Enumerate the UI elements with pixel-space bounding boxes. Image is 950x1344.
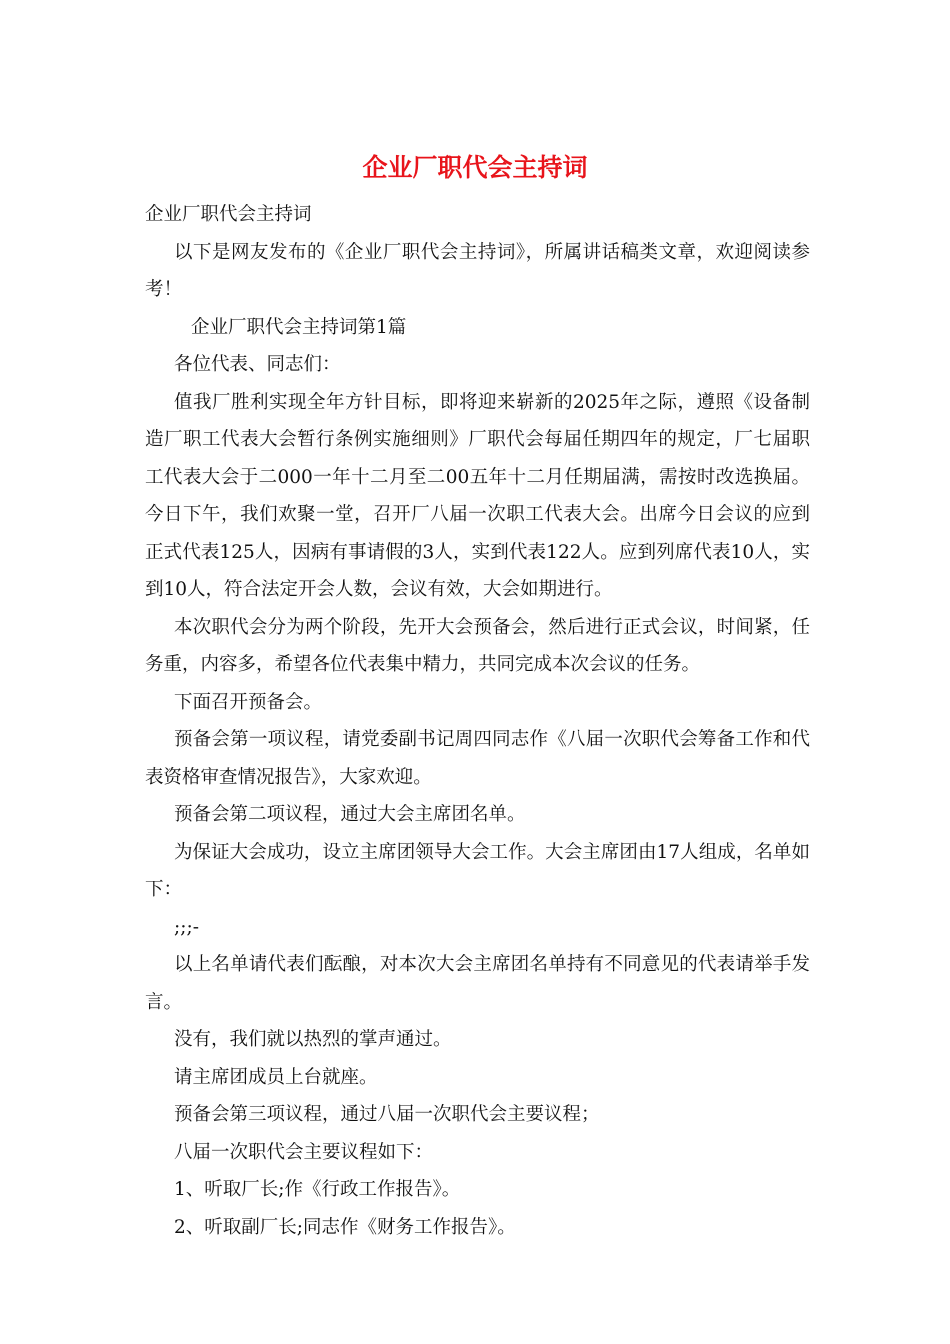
paragraph: 企业厂职代会主持词第1篇 [191,316,407,338]
paragraph: 没有，我们就以热烈的掌声通过。 [174,1029,452,1050]
paragraph: 以上名单请代表们酝酿，对本次大会主席团名单持有不同意见的代表请举手发言。 [145,954,810,1013]
paragraph: 下面召开预备会。 [174,691,323,713]
paragraph: 企业厂职代会主持词 [145,204,312,225]
paragraph: 值我厂胜利实现全年方针目标，即将迎来崭新的2025年之际，遵照《设备制造厂职工代表大会暂行条例实施细则》厂职代会每届任期四年的规定，厂七届职工代表大会于二000一年十二月至二00五年十二月任期届满，需按时改选换届。今日下午，我们欢聚一堂，召开厂八届一次职工代表大会。出席今日会议的应到正式代表125人，因病有事请假的3人，实到代表122人。应到列席代表10人，实到10人，符合法定开会人数，会议有效，大会如期进行。 [145,391,810,600]
paragraph: 以下是网友发布的《企业厂职代会主持词》，所属讲话稿类文章，欢迎阅读参考！ [145,241,810,300]
paragraph: 各位代表、同志们： [174,354,341,375]
paragraph: ;;;- [174,916,199,938]
paragraph: 预备会第三项议程，通过八届一次职代会主要议程； [174,1104,600,1125]
document-title: 企业厂职代会主持词 [362,153,588,182]
paragraph: 预备会第一项议程，请党委副书记周四同志作《八届一次职代会筹备工作和代表资格审查情况报告》，大家欢迎。 [145,729,810,788]
paragraph: 预备会第二项议程，通过大会主席团名单。 [174,804,526,825]
paragraph: 八届一次职代会主要议程如下： [174,1141,434,1163]
document-body [145,196,810,1246]
paragraph: 为保证大会成功，设立主席团领导大会工作。大会主席团由17人组成，名单如下： [145,841,810,900]
paragraph: 请主席团成员上台就座。 [174,1066,378,1088]
paragraph: 2、听取副厂长;同志作《财务工作报告》。 [174,1216,516,1238]
paragraph: 1、听取厂长;作《行政工作报告》。 [174,1179,461,1200]
paragraph: 本次职代会分为两个阶段，先开大会预备会，然后进行正式会议，时间紧，任务重，内容多，希望各位代表集中精力，共同完成本次会议的任务。 [145,616,810,675]
